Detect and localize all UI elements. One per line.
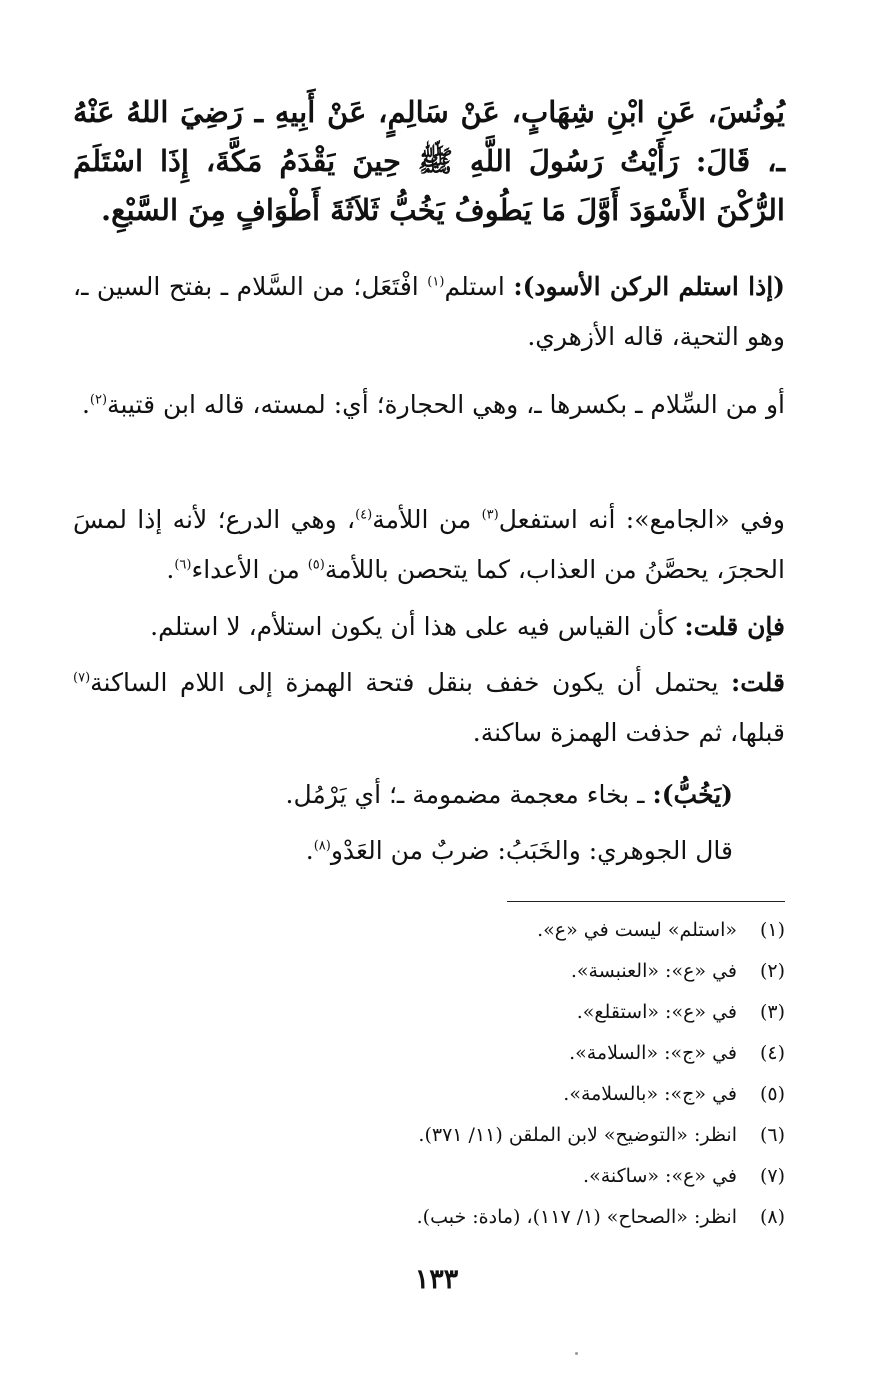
- commentary-paragraph-7: [133, 826, 733, 876]
- footnote-divider: [507, 901, 785, 902]
- paragraph-text: افْتَعَل؛ من السَّلام ـ بفتح السين ـ، وهو التحية، قاله الأزهري.: [73, 272, 785, 351]
- paragraph-text: .: [81, 390, 90, 419]
- paragraph-text: وفي «الجامع»: أنه استفعل: [498, 505, 785, 534]
- footnotes-list: [73, 910, 785, 1238]
- hadith-text: [73, 88, 785, 235]
- hadith-line-3: ثَلاَثَةَ أَطْوَافٍ مِنَ السَّبْعِ.: [100, 193, 380, 227]
- footnote-number: (٤): [759, 1042, 785, 1064]
- footnote-ref-4[interactable]: (٤): [355, 507, 373, 523]
- hadith-line-1: يُونُسَ، عَنِ ابْنِ شِهَابٍ، عَنْ سَالِمٍ، عَنْ أَبِيهِ ـ رَضِيَ اللهُ عَنْهُ ـ، قَالَ: رَأَيْتُ: [73, 95, 785, 178]
- paragraph-text: يحتمل أن يكون خفف بنقل فتحة الهمزة إلى اللام الساكنة: [90, 668, 731, 697]
- commentary-paragraph-2: [73, 380, 785, 430]
- footnote-number: (٢): [759, 960, 785, 982]
- footnote-item: [73, 1156, 785, 1197]
- footnote-text: في «ج»: «بالسلامة».: [563, 1083, 737, 1105]
- question-lead: فإن قلت:: [684, 612, 785, 641]
- footnote-ref-6[interactable]: (٦): [174, 557, 192, 573]
- paragraph-text: استلم: [444, 272, 514, 301]
- footnote-number: (١): [759, 919, 785, 941]
- lemma-heading: (إذا استلم الركن الأسود):: [513, 272, 785, 301]
- footnote-ref-7[interactable]: (٧): [73, 670, 91, 686]
- footnote-number: (٨): [759, 1206, 785, 1228]
- footnote-text: في «ع»: «استقلع».: [576, 1001, 737, 1023]
- footnote-ref-3[interactable]: (٣): [481, 507, 499, 523]
- paragraph-text: من اللأمة: [372, 505, 482, 534]
- paragraph-text: ، وهي الدرع؛ لأنه إذا لمسَ الحجرَ، يحصَّنُ من العذاب، كما يتحصن باللأمة: [73, 505, 785, 584]
- footnote-number: (٦): [759, 1124, 785, 1146]
- paragraph-text: قال الجوهري: والخَبَبُ: ضربٌ من العَدْو: [330, 836, 733, 865]
- paragraph-text: .: [305, 836, 314, 865]
- footnote-text: انظر: «الصحاح» (١/ ١١٧)، (مادة: خبب).: [416, 1206, 737, 1228]
- footnote-number: (٥): [759, 1083, 785, 1105]
- footnote-item: [73, 1115, 785, 1156]
- hadith-line-2: رَسُولَ اللَّهِ ﷺ حِينَ يَقْدَمُ مَكَّةَ، إِذَا اسْتَلَمَ الرُّكْنَ الأَسْوَدَ أَوَّلَ مَا يَطُوفُ يَخُبُّ: [73, 144, 785, 227]
- footnote-text: في «ع»: «العنبسة».: [570, 960, 737, 982]
- paragraph-text: ـ بخاء معجمة مضمومة ـ؛ أي يَرْمُل.: [285, 780, 653, 809]
- commentary-paragraph-1: [73, 262, 785, 362]
- footnote-text: انظر: «التوضيح» لابن الملقن (١١/ ٣٧١).: [418, 1124, 737, 1146]
- footnote-text: في «ع»: «ساكنة».: [583, 1165, 737, 1187]
- paragraph-text: قبلها، ثم حذفت الهمزة ساكنة.: [472, 718, 785, 747]
- footnote-number: (٧): [759, 1165, 785, 1187]
- lemma-heading: (يَخُبُّ):: [652, 780, 733, 809]
- paragraph-text: .: [166, 555, 175, 584]
- commentary-paragraph-5: [73, 658, 785, 758]
- footnote-text: في «ج»: «السلامة».: [569, 1042, 737, 1064]
- footnote-ref-5[interactable]: (٥): [307, 557, 325, 573]
- commentary-paragraph-4: [73, 602, 785, 652]
- footnote-item: [73, 910, 785, 951]
- commentary-paragraph-3: [73, 495, 785, 595]
- page-number: ١٣٣: [414, 1264, 459, 1295]
- footnote-text: «استلم» ليست في «ع».: [537, 919, 737, 941]
- footnote-item: [73, 1197, 785, 1238]
- footnote-ref-1[interactable]: (١): [427, 274, 445, 290]
- footnote-item: [73, 1074, 785, 1115]
- scan-speck: [575, 1352, 578, 1355]
- paragraph-text: كأن القياس فيه على هذا أن يكون استلأم، لا استلم.: [150, 612, 685, 641]
- footnote-number: (٣): [759, 1001, 785, 1023]
- answer-lead: قلت:: [730, 668, 785, 697]
- paragraph-text: من الأعداء: [191, 555, 308, 584]
- footnote-item: [73, 992, 785, 1033]
- paragraph-text: أو من السِّلام ـ بكسرها ـ، وهي الحجارة؛ أي: لمسته، قاله ابن قتيبة: [107, 390, 785, 419]
- commentary-paragraph-6: [133, 770, 733, 820]
- footnote-ref-2[interactable]: (٢): [89, 392, 108, 408]
- footnote-item: [73, 1033, 785, 1074]
- footnote-item: [73, 951, 785, 992]
- footnote-ref-8[interactable]: (٨): [313, 838, 331, 854]
